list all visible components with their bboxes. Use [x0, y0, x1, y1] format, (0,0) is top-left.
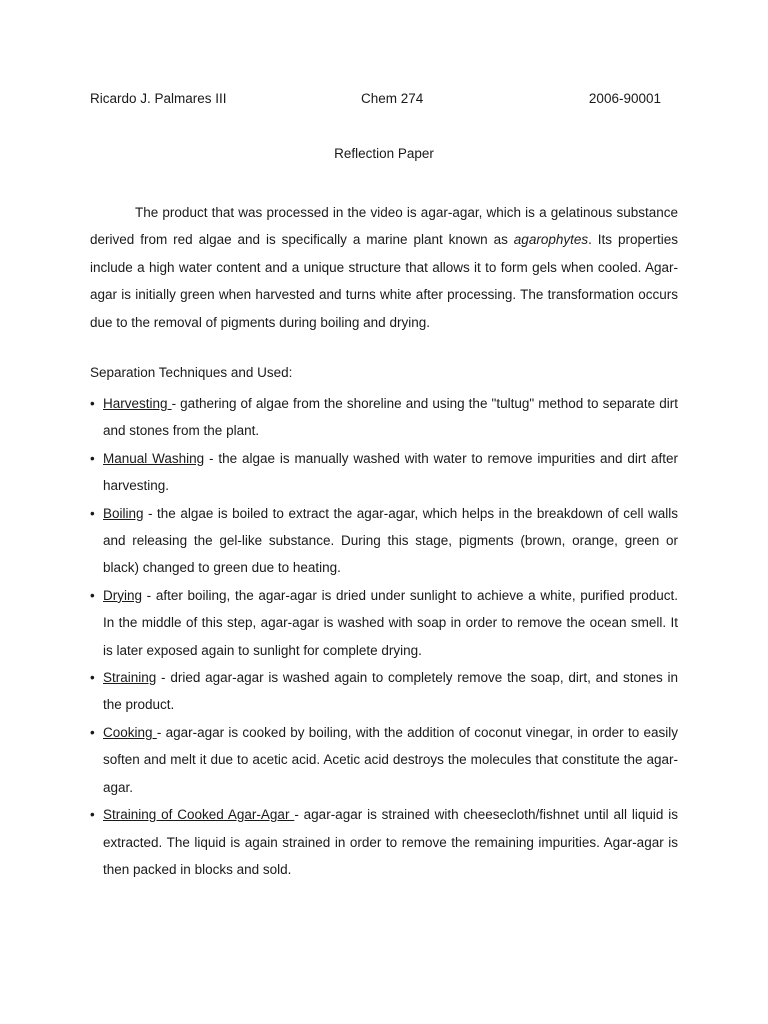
list-item	[90, 390, 678, 445]
bullet-icon: •	[90, 724, 95, 740]
step-description: - after boiling, the agar-agar is dried under sunlight to achieve a white, purified product. In the middle of this step, agar-agar is washed with soap in order to remove the ocean smell. It is later exposed again to sunlight for complete drying.	[103, 587, 678, 658]
bullet-icon: •	[90, 505, 95, 521]
bullet-icon: •	[90, 807, 95, 823]
list-item	[90, 500, 678, 582]
intro-text-start: The product that was processed in the video is agar-agar, which is a gelatinous substance derived from red algae and is specifically a marine plant known as	[90, 205, 678, 248]
step-name: Straining	[103, 670, 157, 686]
step-description: - agar-agar is cooked by boiling, with the addition of coconut vinegar, in order to easily soften and melt it due to acetic acid. Acetic acid destroys the molecules that constitute the agar-agar.	[103, 724, 678, 795]
step-name: Cooking	[103, 724, 157, 740]
course-code: Chem 274	[361, 91, 424, 106]
separation-steps-list	[90, 390, 678, 883]
step-description: - agar-agar is strained with cheesecloth/fishnet until all liquid is extracted. The liquid is again strained in order to remove the remaining impurities. Agar-agar is then packed in blocks and sold.	[103, 807, 678, 877]
student-id: 2006-90001	[588, 91, 661, 106]
step-name: Straining of Cooked Agar-Agar	[103, 807, 295, 823]
step-name: Harvesting	[103, 396, 172, 411]
step-name: Boiling	[103, 505, 144, 521]
section-heading: Separation Techniques and Used:	[90, 365, 293, 380]
step-description: - gathering of algae from the shoreline and using the "tultug" method to separate dirt and stones from the plant.	[103, 396, 678, 439]
list-item	[90, 719, 678, 801]
intro-italic-term: agarophytes	[513, 232, 589, 248]
bullet-icon: •	[90, 396, 95, 411]
bullet-icon: •	[90, 450, 95, 466]
step-name: Manual Washing	[103, 450, 205, 466]
list-item	[90, 582, 678, 664]
step-name: Drying	[103, 587, 143, 603]
step-description: - the algae is manually washed with water to remove impurities and dirt after harvesting.	[103, 450, 678, 494]
step-description: - the algae is boiled to extract the agar-agar, which helps in the breakdown of cell walls and releasing the gel-like substance. During this stage, pigments (brown, orange, green or black) changed to green due to heating.	[103, 505, 678, 576]
intro-paragraph	[90, 199, 678, 336]
list-item	[90, 664, 678, 719]
step-description: - dried agar-agar is washed again to completely remove the soap, dirt, and stones in the product.	[103, 670, 678, 713]
bullet-icon: •	[90, 587, 95, 603]
intro-text-end: . Its properties include a high water content and a unique structure that allows it to form gels when cooled. Agar-agar is initially green when harvested and turns white after processing. The transformation occurs due to the removal of pigments during boiling and drying.	[90, 232, 678, 330]
author-name: Ricardo J. Palmares III	[90, 91, 227, 106]
list-item	[90, 445, 678, 500]
paper-title: Reflection Paper	[334, 146, 434, 161]
list-item	[90, 801, 678, 883]
bullet-icon: •	[90, 670, 95, 686]
document-header	[90, 91, 661, 109]
